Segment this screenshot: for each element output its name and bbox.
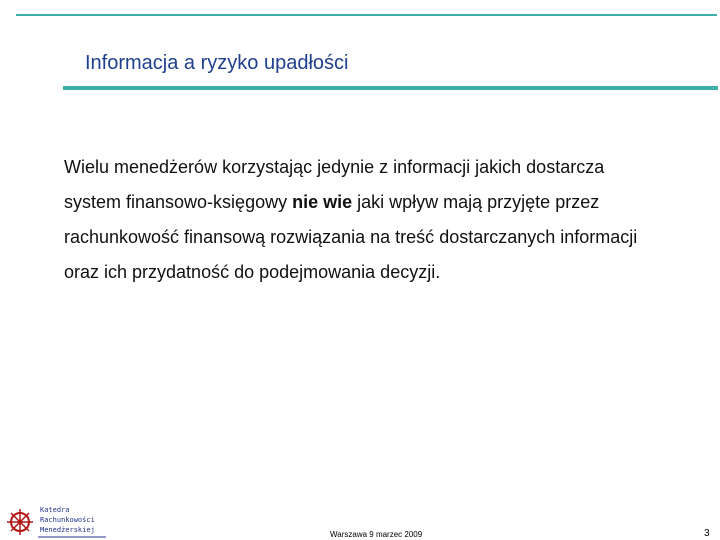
logo-text — [40, 505, 95, 535]
logo-line-2: Rachunkowości — [40, 516, 95, 524]
title-underline — [63, 86, 718, 90]
logo-line-3: Menedżerskiej — [40, 526, 95, 534]
body-text-part-2: jaki wpływ mają przyjęte przez rachunkowość finansową rozwiązania na treść dostarczanych informacji oraz ich przydatność do podejmowania decyzji. — [64, 192, 638, 282]
department-logo — [4, 503, 106, 539]
footer-date: Warszawa 9 marzec 2009 — [330, 530, 423, 539]
logo-line-1: Katedra — [40, 506, 70, 514]
top-divider — [16, 14, 717, 16]
body-text-part-1: Wielu menedżerów korzystając jedynie z informacji jakich dostarcza system finansowo-księgowy — [64, 157, 605, 212]
slide-title: Informacja a ryzyko upadłości — [85, 52, 349, 74]
page-number: 3 — [704, 528, 710, 539]
body-emphasis: nie wie — [292, 192, 353, 212]
body-paragraph — [64, 150, 664, 290]
